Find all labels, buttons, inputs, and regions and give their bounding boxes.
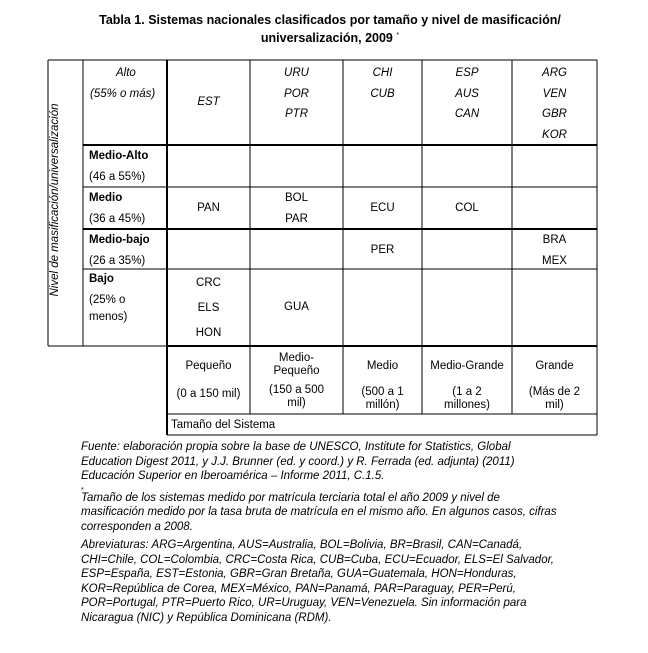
size-label-medio-pequeno: Medio- Pequeño (150 a 500 mil) [269, 352, 324, 409]
column-axis-label: Tamaño del Sistema [171, 419, 276, 431]
cell-alto-pequeno: EST [197, 96, 220, 108]
row-label-medio-bajo: Medio-bajo (26 a 35%) [89, 234, 150, 267]
cell-medio-medio-grande: COL [455, 202, 479, 214]
title-line-2: universalización, 2009 * [260, 31, 400, 45]
size-label-grande: Grande (Más de 2 mil) [528, 360, 581, 411]
cell-alto-medio: CHI CUB [370, 67, 395, 100]
size-label-medio-grande: Medio-Grande (1 a 2 millones) [430, 360, 504, 411]
size-label-pequeno: Pequeño (0 a 150 mil) [176, 360, 241, 400]
row-label-medio-alto: Medio-Alto (46 a 55%) [89, 150, 149, 183]
cell-alto-grande: ARG VEN GBR KOR [542, 67, 567, 141]
footnote-text: Tamaño de los sistemas medido por matrícula terciaria total el año 2009 y nivel de masificación medido por la tasa bruta de matrícula en el mismo año. En algunos casos, cifras corresponden a 2008. [81, 491, 557, 533]
notes [81, 440, 561, 625]
row-label-alto: Alto (55% o más) [90, 67, 156, 100]
cell-bajo-pequeno: CRC ELS HON [195, 277, 222, 339]
footnote-marker: * [81, 486, 84, 494]
cell-medio-bajo-grande: BRA MEX [542, 234, 567, 267]
title-line-1: Tabla 1. Sistemas nacionales clasificados por tamaño y nivel de masificación/ [99, 13, 561, 27]
cell-alto-medio-grande: ESP AUS CAN [454, 67, 480, 120]
cell-medio-medio-pequeno: BOL PAR [284, 192, 308, 225]
source-note: Fuente: elaboración propia sobre la base de UNESCO, Institute for Statistics, Global Education Digest 2011, y J.J. Brunner (ed. y coord.) y R. Ferrada (ed. adjunta) (2011) Educación Superior en Iberoamérica – Informe 2011, C.1.5. [81, 441, 515, 482]
cell-medio-bajo-medio: PER [370, 244, 395, 256]
cell-bajo-medio-pequeno: GUA [284, 301, 309, 313]
row-label-bajo: Bajo (25% o menos) [89, 273, 128, 323]
title-marker: * [396, 32, 400, 39]
cell-medio-pequeno: PAN [197, 202, 220, 214]
row-label-medio: Medio (36 a 45%) [89, 192, 146, 225]
cell-alto-medio-pequeno: URU POR PTR [284, 67, 309, 120]
cell-medio-medio: ECU [370, 202, 395, 214]
size-label-medio: Medio (500 a 1 millón) [361, 360, 404, 411]
abbreviations: Abreviaturas: ARG=Argentina, AUS=Australia, BOL=Bolivia, BR=Brasil, CAN=Canadá, CHI=Chile, COL=Colombia, CRC=Costa Rica, CUB=Cuba, ECU=Ecuador, ELS=El Salvador, ESP=España, EST=Estonia, GBR=Gran Bretaña, GUA=Guatemala, HON=Honduras, KOR=República de Corea, MEX=México, PAN=Panamá, PAR=Paraguay, PER=Perú, POR=Portugal, PTR=Puerto Rico, UR=Uruguay, VEN=Venezuela. Sin información para Nicaragua (NIC) y República Dominicana (RDM). [81, 539, 554, 624]
